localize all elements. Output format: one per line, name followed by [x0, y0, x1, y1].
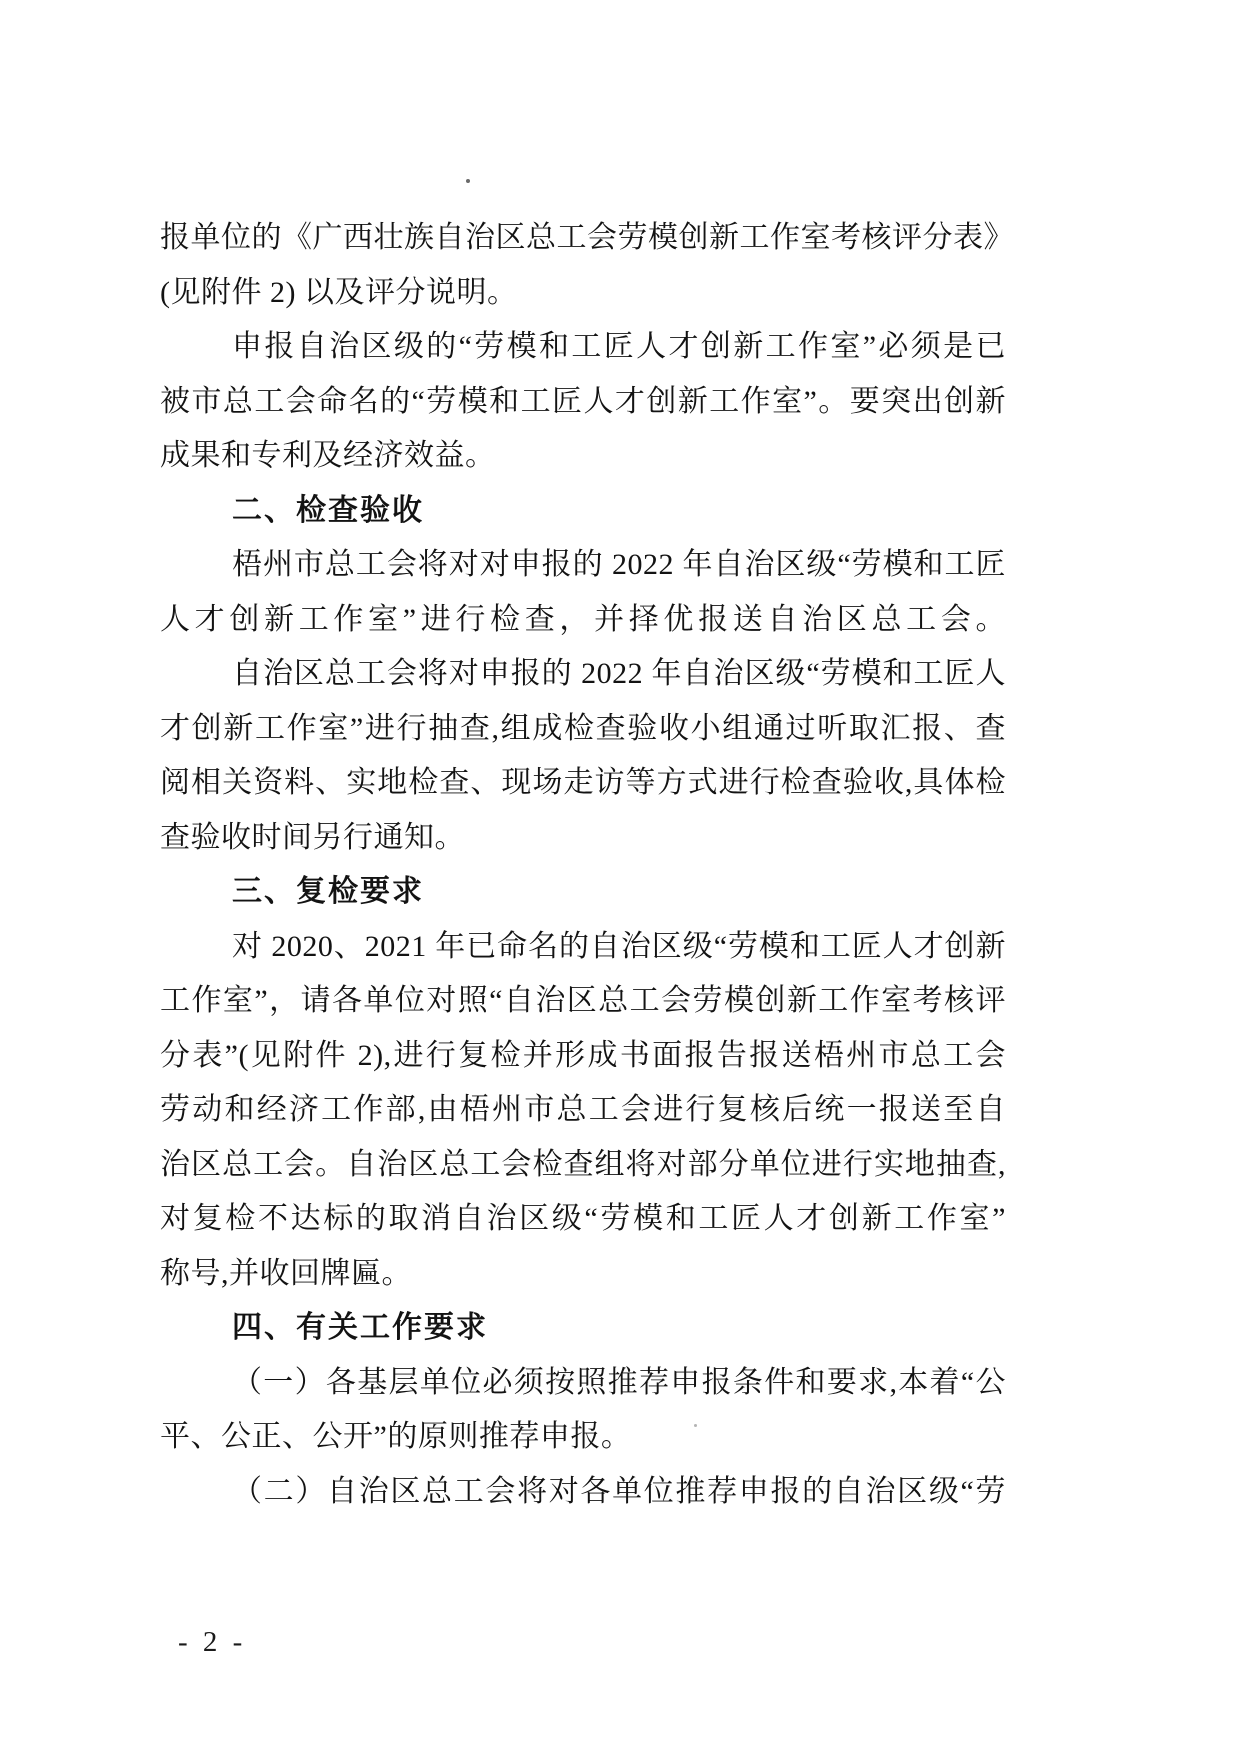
text-line: 被市总工会命名的“劳模和工匠人才创新工作室”。要突出创新 [160, 384, 1006, 418]
text-line: 平、公正、公开”的原则推荐申报。 [160, 1420, 632, 1453]
page-number: - 2 - [178, 1626, 247, 1658]
section-heading: 四、有关工作要求 [232, 1311, 488, 1344]
text-line: 梧州市总工会将对对申报的 2022 年自治区级“劳模和工匠 [232, 548, 1006, 581]
text-line: 分表”(见附件 2),进行复检并形成书面报告报送梧州市总工会 [160, 1038, 1006, 1072]
text-line: （二）自治区总工会将对各单位推荐申报的自治区级“劳 [232, 1474, 1006, 1508]
text-line: 成果和专利及经济效益。 [160, 439, 496, 472]
document-body [160, 211, 1014, 1519]
text-line: (见附件 2) 以及评分说明。 [160, 275, 518, 309]
text-line: 申报自治区级的“劳模和工匠人才创新工作室”必须是已 [232, 330, 1006, 363]
section-heading: 三、复检要求 [232, 875, 424, 908]
text-line: 查验收时间另行通知。 [160, 820, 465, 854]
text-line: （一）各基层单位必须按照推荐申报条件和要求,本着“公 [232, 1365, 1006, 1399]
text-line: 自治区总工会将对申报的 2022 年自治区级“劳模和工匠人 [232, 657, 1006, 690]
text-line: 报单位的《广西壮族自治区总工会劳模创新工作室考核评分表》 [160, 221, 1014, 254]
text-line: 称号,并收回牌匾。 [160, 1256, 412, 1290]
text-line: 才创新工作室”进行抽查,组成检查验收小组通过听取汇报、查 [160, 711, 1006, 745]
scan-speckle [694, 1424, 697, 1427]
text-line: 治区总工会。自治区总工会检查组将对部分单位进行实地抽查, [160, 1147, 1006, 1181]
text-line: 工作室”，请各单位对照“自治区总工会劳模创新工作室考核评 [160, 984, 1006, 1017]
text-line: 人才创新工作室”进行检查，并择优报送自治区总工会。 [160, 602, 1006, 636]
section-heading: 二、检查验收 [232, 493, 424, 527]
text-line: 阅相关资料、实地检查、现场走访等方式进行检查验收,具体检 [160, 766, 1006, 799]
text-line: 劳动和经济工作部,由梧州市总工会进行复核后统一报送至自 [160, 1093, 1006, 1126]
text-line: 对 2020、2021 年已命名的自治区级“劳模和工匠人才创新 [232, 929, 1006, 963]
scan-speckle [466, 179, 470, 183]
text-line: 对复检不达标的取消自治区级“劳模和工匠人才创新工作室” [160, 1202, 1006, 1235]
